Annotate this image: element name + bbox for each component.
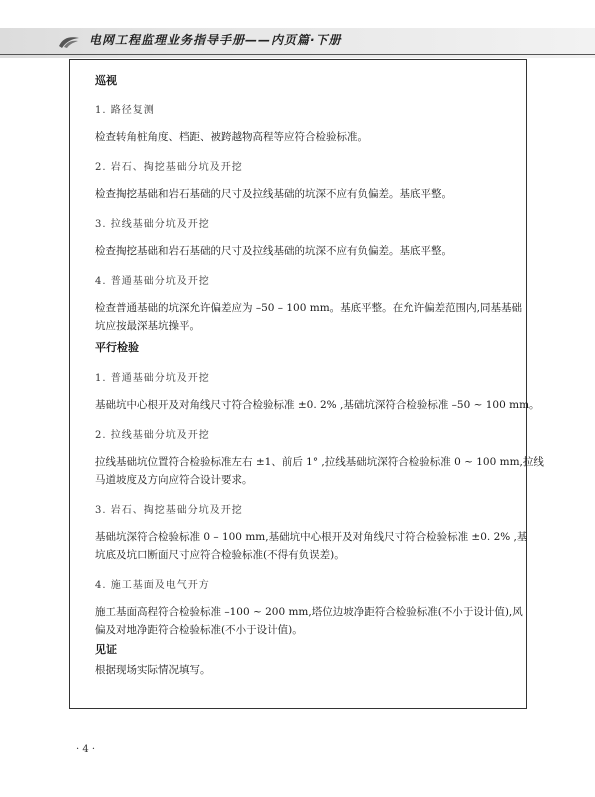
paragraph-line: 坑应按最深基坑操平。 — [95, 320, 200, 332]
paragraph: 检查转角桩角度、档距、被跨越物高程等应符合检验标准。 — [95, 131, 368, 143]
paragraph: 检查掏挖基础和岩石基础的尺寸及拉线基础的坑深不应有负偏差。基底平整。 — [95, 245, 452, 257]
subheading: 4. 施工基面及电气开方 — [95, 580, 210, 591]
paragraph-line: 基础坑深符合检验标准 0 – 100 mm,基础坑中心根开及对角线尺寸符合检验标准 ±0. 2% ,基 — [95, 531, 528, 543]
subheading: 3. 拉线基础分坑及开挖 — [95, 219, 210, 230]
paragraph-line: 坑底及坑口断面尺寸应符合检验标准(不得有负误差)。 — [95, 549, 345, 561]
subheading: 4. 普通基础分坑及开挖 — [95, 276, 210, 287]
paragraph-line: 检查普通基础的坑深允许偏差应为 –50 – 100 mm。基底平整。在允许偏差范围内,同基基础 — [95, 302, 523, 314]
subheading: 2. 岩石、掏挖基础分坑及开挖 — [95, 162, 243, 173]
paragraph-line: 拉线基础坑位置符合检验标准左右 ±1、前后 1° ,拉线基础坑深符合检验标准 0 ~ 100 mm,拉线 — [95, 456, 544, 468]
paragraph-line: 马道坡度及方向应符合设计要求。 — [95, 474, 253, 486]
paragraph-line: 偏及对地净距符合检验标准(不小于设计值)。 — [95, 624, 303, 636]
subheading: 2. 拉线基础分坑及开挖 — [95, 430, 210, 441]
section-heading-parallel-inspection: 平行检验 — [95, 341, 139, 354]
header-title: 电网工程监理业务指导手册——内页篇·下册 — [89, 33, 342, 47]
page-number: · 4 · — [76, 744, 96, 755]
subheading: 3. 岩石、掏挖基础分坑及开挖 — [95, 505, 243, 516]
logo-icon — [58, 35, 80, 49]
paragraph-line: 施工基面高程符合检验标准 –100 ~ 200 mm,塔位边坡净距符合检验标准(不小于设计值),风 — [95, 606, 523, 618]
subheading: 1. 普通基础分坑及开挖 — [95, 373, 210, 384]
paragraph: 检查掏挖基础和岩石基础的尺寸及拉线基础的坑深不应有负偏差。基底平整。 — [95, 188, 452, 200]
section-heading-witness: 见证 — [95, 643, 117, 656]
section-heading-patrol: 巡视 — [95, 74, 117, 87]
paragraph: 基础坑中心根开及对角线尺寸符合检验标准 ±0. 2% ,基础坑深符合检验标准 –50 ~ 100 mm。 — [95, 399, 540, 411]
paragraph: 根据现场实际情况填写。 — [95, 664, 211, 676]
subheading: 1. 路径复测 — [95, 105, 155, 116]
header-rule — [0, 54, 595, 55]
